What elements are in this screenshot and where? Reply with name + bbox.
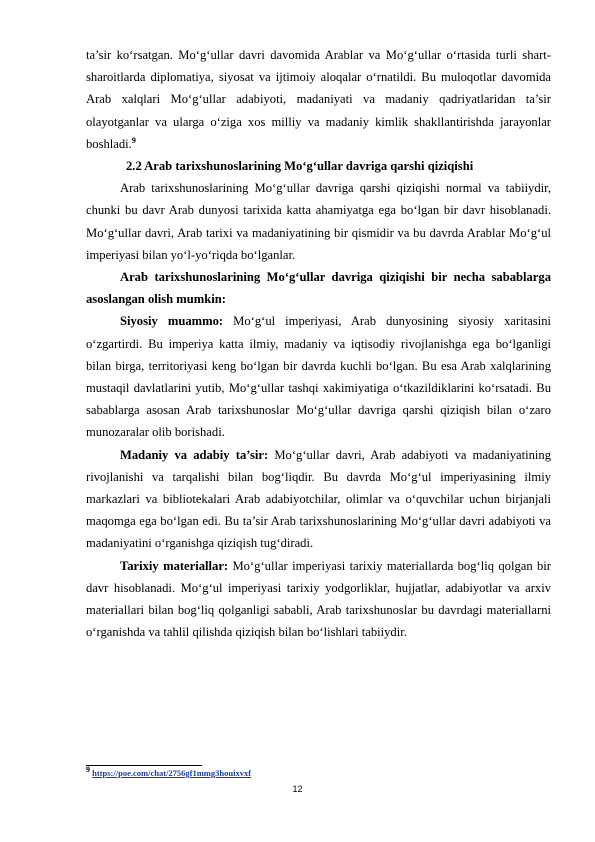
cultural-paragraph [86,444,551,555]
political-paragraph [86,310,551,443]
footnote-marker[interactable]: 9 [131,135,136,145]
paragraph-text: Mo‘g‘ul imperiyasi, Arab dunyosining siyosiy xaritasini o‘zgartirdi. Bu imperiya katta ilmiy, madaniy va iqtisodiy rivojlanishga ega bo‘lganligi bilan birga, territoriyasi keng bo‘lgan bir davrda kuchli bo‘lgan. Bu esa Arab xalqlarining mustaqil davlatlarini yutib, Mo‘g‘ullar tashqi xakimiyatiga o‘tkazildiklarini ko‘rsatadi. Bu sabablarga asosan Arab tarixshunoslar Mo‘g‘ullar davriga qarshi qiziqish bilan o‘zaro munozaralar olib borishadi. [86,314,551,440]
paragraph-text: Mo‘g‘ullar davri, Arab adabiyoti va madaniyatining rivojlanishi va tarqalishi bilan bog‘liqdir. Bu davrda Mo‘g‘ul imperiyasining ilmiy markazlari va bibliotekalari Arab adabiyotchilar, olimlar va o‘quvchilar uchun birjanjali maqomga ega bo‘lgan edi. Bu ta’sir Arab tarixshunoslarining Mo‘g‘ullar davri adabiyoti va madaniyatini o‘rganishga qiziqish tug‘diradi. [86,447,552,551]
paragraph-text: ta’sir ko‘rsatgan. Mo‘g‘ullar davri davomida Arablar va Mo‘g‘ullar o‘rtasida turli shart-sharoitlarda diplomatiya, siyosat va ijtimoiy aloqalar o‘rnatildi. Bu muloqotlar davomida Arab xalqlari Mo‘g‘ullar adabiyoti, madaniyati va madaniy qadriyatlaridan ta’sir olayotganlar va ularga o‘ziga xos milliy va madaniy kimlik shakllantirishda jarayonlar boshladi. [86,48,551,151]
paragraph-label: Tarixiy materiallar: [120,558,229,573]
paragraph-label: Siyosiy muammo: [120,314,224,329]
footnote-link[interactable]: https://poe.com/chat/2756gf1mmg3houixvxf [92,768,252,778]
document-page [86,44,551,643]
footnote-divider [86,765,202,766]
section-heading: 2.2 Arab tarixshunoslarining Mo‘g‘ullar davriga qarshi qiziqishi [126,159,474,174]
bold-paragraph: Arab tarixshunoslarining Mo‘g‘ullar davriga qiziqishi bir necha sabablarga asoslangan olish mumkin: [86,270,551,307]
footnote [86,765,252,778]
paragraph-text: Mo‘g‘ullar imperiyasi tarixiy materiallarda bog‘liq qolgan bir davr hisoblanadi. Mo‘g‘ul imperiyasi tarixiy yodgorliklar, hujjatlar, adabiyotlar va arxiv materiallari bilan bog‘liq qolganligi sababli, Arab tarixshunoslar bu davrdagi materiallarni o‘rganishda va tahlil qilishda qiziqish bilan bo‘lishlari tabiiydir. [86,558,552,640]
body-paragraph: Arab tarixshunoslarining Mo‘g‘ullar davriga qarshi qiziqishi normal va tabiiydir, chunki bu davr Arab dunyosi tarixida katta ahamiyatga ega bo‘lgan bir davr hisoblanadi. Mo‘g‘ullar davri, Arab tarixi va madaniyatining bir qismidir va bu davrda Arablar Mo‘g‘ul imperiyasi bilan yo‘l-yo‘riqda bo‘lganlar. [86,181,551,262]
footnote-number: 9 [86,765,90,775]
page-number: 12 [292,784,303,794]
paragraph-label: Madaniy va adabiy ta’sir: [120,447,269,462]
materials-paragraph [86,555,551,644]
body-paragraph [86,44,551,155]
